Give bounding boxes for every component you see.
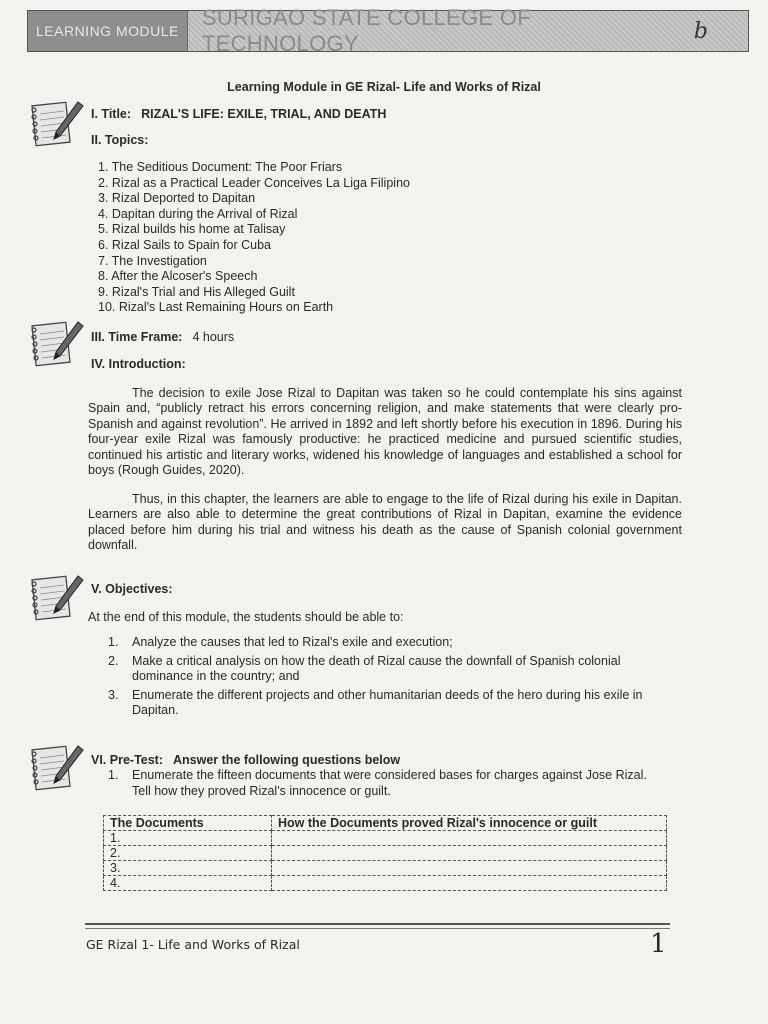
- list-item: 4. Dapitan during the Arrival of Rizal: [98, 206, 298, 221]
- notebook-pencil-icon: [26, 742, 88, 792]
- list-item: 6. Rizal Sails to Spain for Cuba: [98, 237, 272, 252]
- institution-name: SURIGAO STATE COLLEGE OF TECHNOLOGY: [201, 5, 531, 56]
- column-header: The Documents: [104, 816, 272, 831]
- list-item: 2. Rizal as a Practical Leader Conceives La Liga Filipino: [98, 175, 410, 190]
- list-item: [108, 688, 668, 719]
- pretest-instruction: Answer the following questions below: [173, 753, 401, 767]
- objectives-list: [108, 635, 668, 722]
- time-frame-value: 4 hours: [192, 330, 235, 344]
- table-cell: [272, 831, 667, 846]
- section-objectives-heading: V. Objectives:: [91, 582, 173, 596]
- section-label: I. Title:: [91, 107, 132, 121]
- table-cell: [272, 876, 667, 891]
- footer-divider: [85, 923, 670, 929]
- section-time-frame: [91, 330, 234, 344]
- section-introduction-heading: IV. Introduction:: [91, 357, 186, 371]
- table-cell: 1.: [104, 831, 272, 846]
- table-cell: 2.: [104, 846, 272, 861]
- list-item: [108, 654, 668, 685]
- topics-list: [98, 160, 410, 316]
- table-row: [104, 846, 667, 861]
- documents-table: [103, 815, 667, 891]
- item-text: Enumerate the different projects and other humanitarian deeds of the hero during his exile in Dapitan.: [132, 687, 643, 718]
- section-label: III. Time Frame:: [91, 330, 183, 344]
- footer-course-title: GE Rizal 1- Life and Works of Rizal: [86, 937, 300, 952]
- item-text: Make a critical analysis on how the death of Rizal cause the downfall of Spanish colonial dominance in the country; and: [132, 653, 621, 684]
- table-cell: [272, 846, 667, 861]
- paragraph-text: The decision to exile Jose Rizal to Dapitan was taken so he could contemplate his sins against Spain and, “publicly retract his errors concerning religion, and make statements that were clearly pro-Spanish and against revolution”. He arrived in 1892 and left shortly before his execution in 1896. During his four-year exile Rizal was famously productive: he practiced medicine and pursued scientific studies, continued his artistic and literary works, widened his knowledge of languages and established a school for boys (Rough Guides, 2020).: [88, 386, 682, 478]
- module-title: RIZAL'S LIFE: EXILE, TRIAL, AND DEATH: [141, 107, 387, 121]
- question-text: Enumerate the fifteen documents that were considered bases for charges against Jose Rizal. Tell how they proved Rizal's innocence or guilt.: [132, 768, 647, 798]
- list-item: 5. Rizal builds his home at Talisay: [98, 222, 286, 237]
- question-number: 1.: [108, 768, 119, 782]
- notebook-pencil-icon: [26, 98, 88, 148]
- notebook-pencil-icon: [26, 318, 88, 368]
- list-item: 8. After the Alcoser's Speech: [98, 269, 258, 284]
- table-header-row: [104, 816, 667, 831]
- table-cell: 3.: [104, 861, 272, 876]
- list-item: 3. Rizal Deported to Dapitan: [98, 191, 256, 206]
- paragraph-text: Thus, in this chapter, the learners are able to engage to the life of Rizal during his exile in Dapitan. Learners are also able to determine the great contributions of Rizal in Dapitan, examine the evidence placed before him during his trial and witness his death as the cause of Spanish colonial government downfall.: [88, 492, 682, 553]
- table-cell: [272, 861, 667, 876]
- banner-label: LEARNING MODULE: [28, 11, 188, 51]
- intro-paragraph-2: [88, 492, 682, 554]
- table-cell: 4.: [104, 876, 272, 891]
- page-number: 1: [650, 929, 667, 959]
- item-number: 1.: [108, 635, 119, 649]
- column-header: How the Documents proved Rizal's innocence or guilt: [272, 816, 667, 831]
- intro-paragraph-1: [88, 386, 682, 478]
- header-banner: [27, 5, 749, 56]
- item-number: 2.: [108, 653, 119, 668]
- item-text: Analyze the causes that led to Rizal's exile and execution;: [132, 635, 453, 649]
- question-1: [108, 768, 668, 799]
- section-label: VI. Pre-Test:: [91, 753, 164, 767]
- list-item: 10. Rizal's Last Remaining Hours on Earth: [98, 300, 334, 315]
- table-row: [104, 861, 667, 876]
- section-pretest: [91, 753, 400, 767]
- list-item: 7. The Investigation: [98, 253, 207, 268]
- table-row: [104, 831, 667, 846]
- notebook-pencil-icon: [26, 572, 88, 622]
- list-item: 9. Rizal's Trial and His Alleged Guilt: [98, 284, 295, 299]
- list-item: [108, 635, 668, 651]
- document-title: Learning Module in GE Rizal- Life and Works of Rizal: [227, 80, 541, 94]
- item-number: 3.: [108, 687, 119, 702]
- section-topics-heading: II. Topics:: [91, 133, 149, 147]
- handwritten-mark: b: [693, 18, 708, 44]
- table-row: [104, 876, 667, 891]
- objectives-intro: At the end of this module, the students should be able to:: [88, 610, 404, 624]
- section-title: [91, 107, 386, 121]
- list-item: 1. The Seditious Document: The Poor Friars: [98, 160, 343, 174]
